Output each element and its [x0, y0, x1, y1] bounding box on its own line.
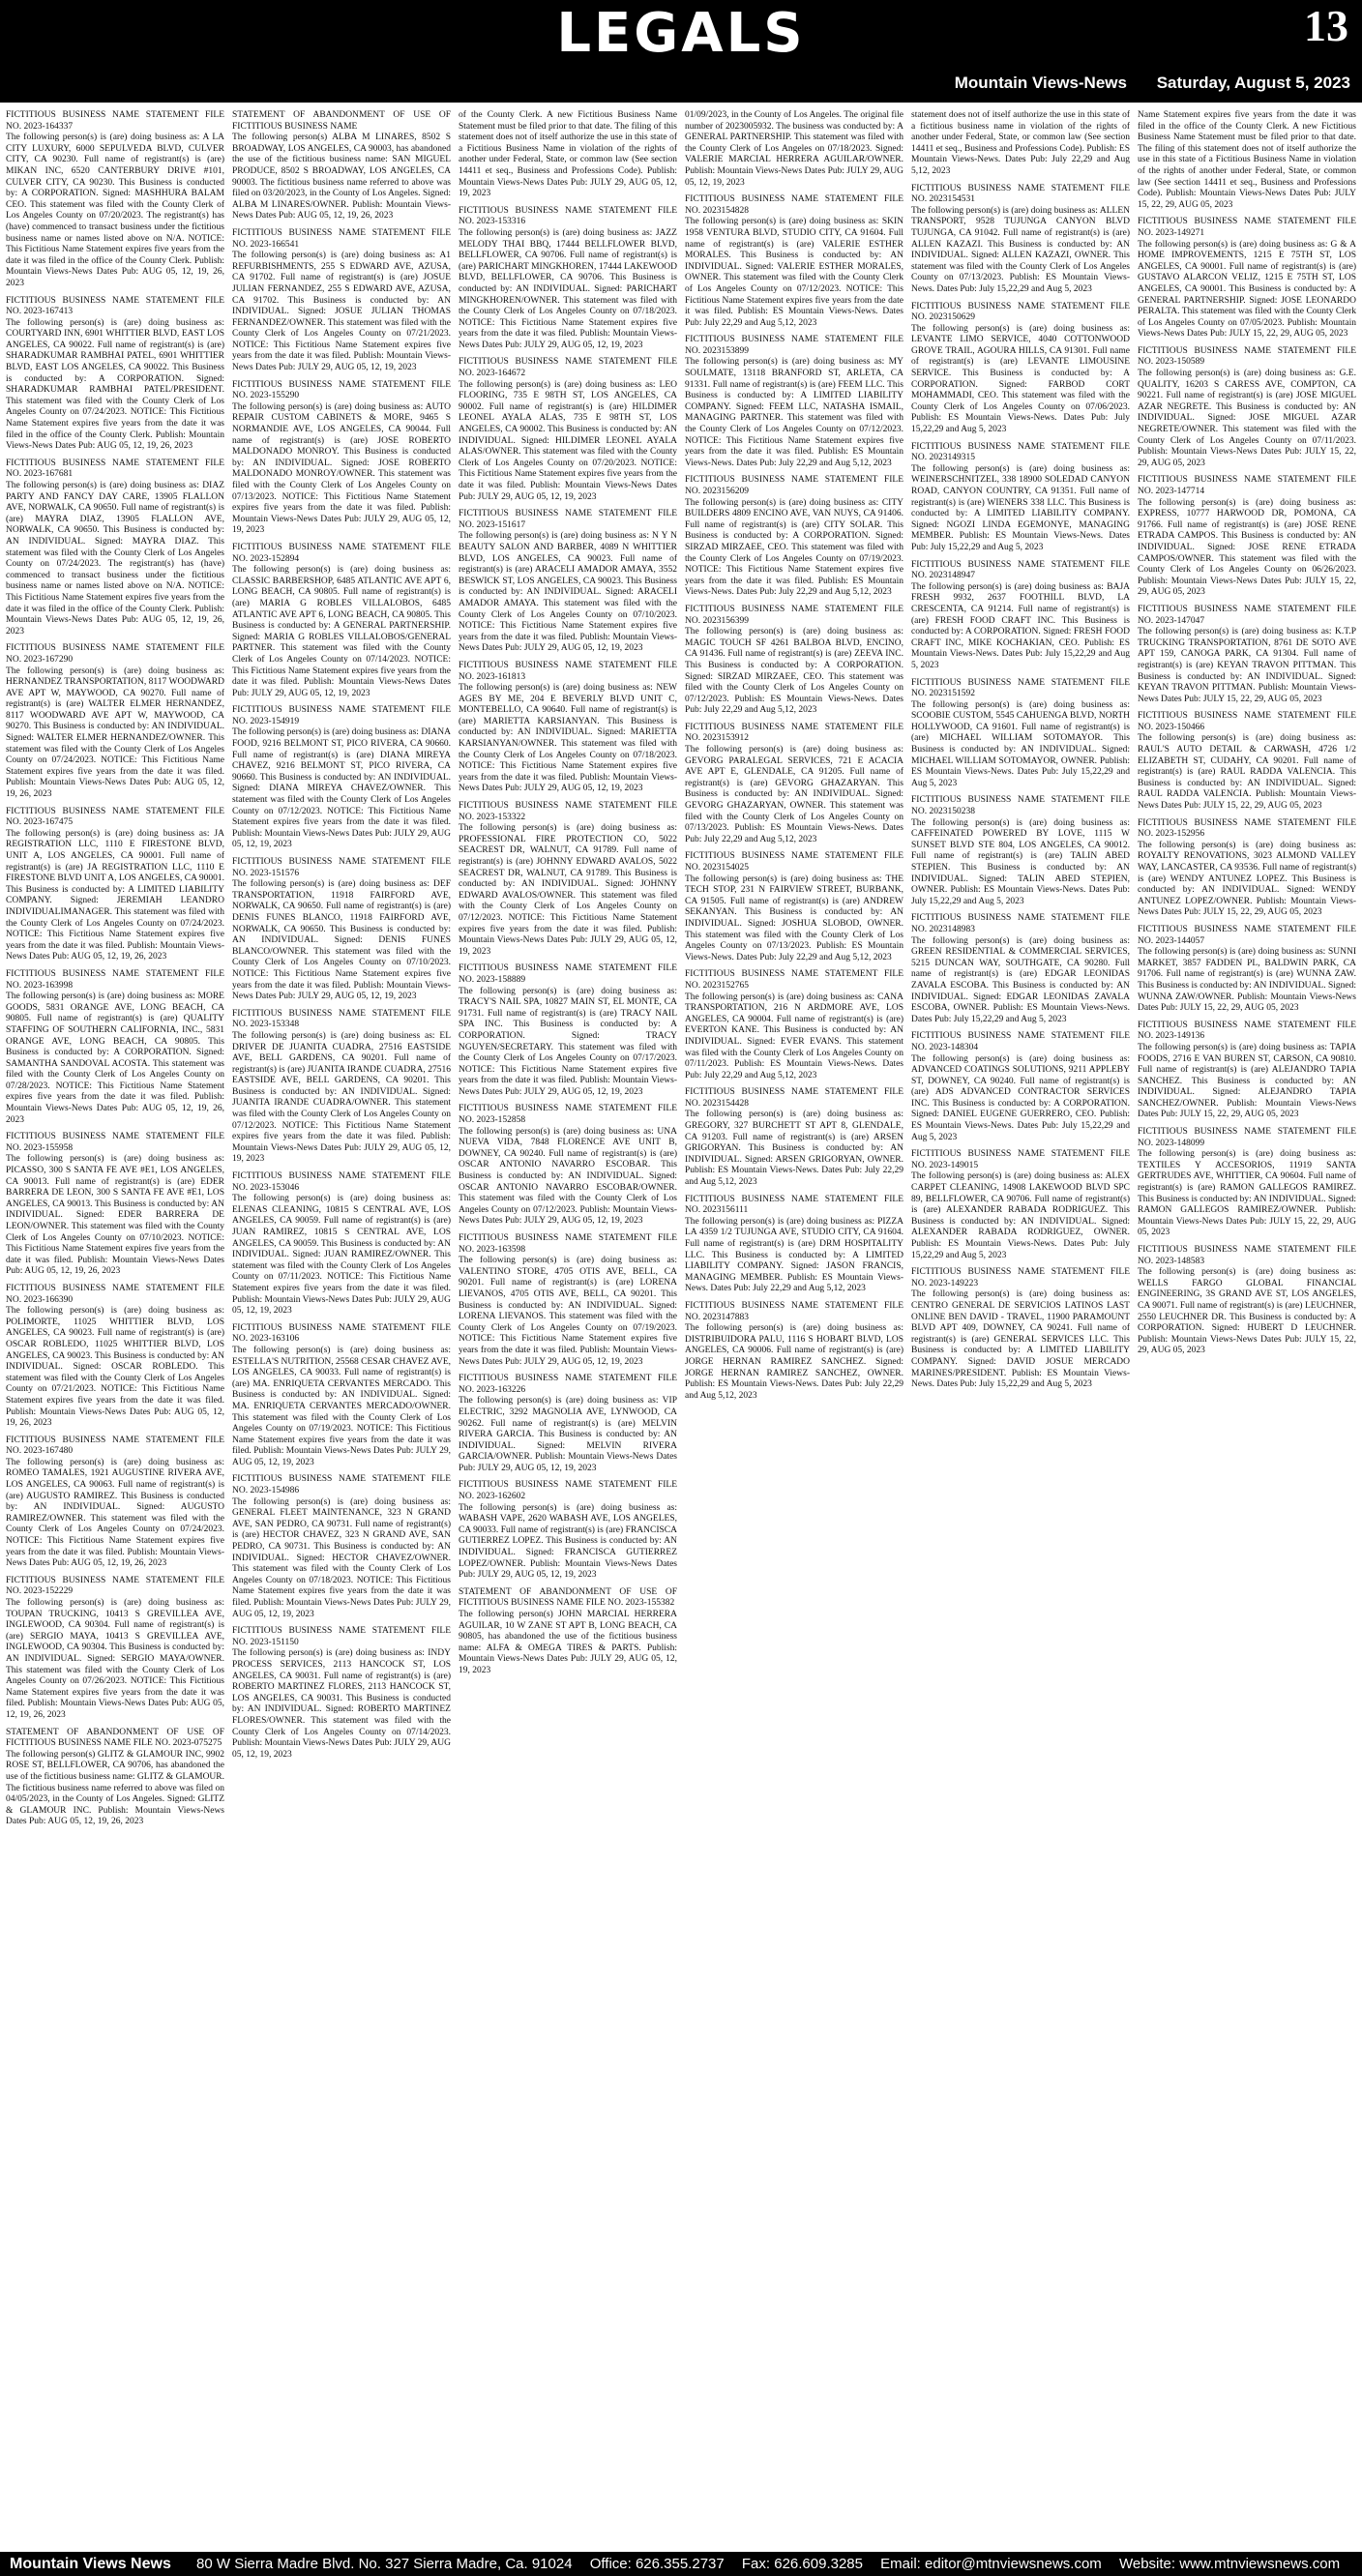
footer-email[interactable]: Email: editor@mtnviewsnews.com [880, 2556, 1102, 2572]
legal-notice [459, 661, 677, 795]
footer-publication: Mountain Views News [10, 2556, 171, 2572]
legal-notice [6, 1284, 224, 1430]
legal-notice [685, 475, 903, 599]
legal-notice [1138, 217, 1356, 341]
notice-body: statement does not of itself authorize the use in this state of a fictitious business name in violation of the rights of another under Federal, State, or common law (See section 14411 et seq., Business and Professions Code). Publish: ES Mountain Views-News. Dates Pub: July 22,29 and Aug 5,12, 2023 [911, 110, 1130, 176]
notice-heading: FICTITIOUS BUSINESS NAME STATEMENT FILE NO. 2023-161813 [459, 660, 677, 682]
legal-notice [685, 1087, 903, 1188]
legal-notice [6, 1728, 224, 1828]
legal-notice [1138, 818, 1356, 919]
notice-heading: FICTITIOUS BUSINESS NAME STATEMENT FILE NO. 2023-162602 [459, 1480, 677, 1502]
notice-heading: FICTITIOUS BUSINESS NAME STATEMENT FILE NO. 2023-153348 [232, 1008, 451, 1030]
notice-heading: FICTITIOUS BUSINESS NAME STATEMENT FILE NO. 2023-149136 [1138, 1020, 1356, 1042]
legal-notice [1138, 711, 1356, 812]
notice-body: The following person(s) JOHN MARCIAL HERRERA AGUILAR, 10 W ZANE ST APT B, LONG BEACH, CA 90805, has abandoned the use of the fictitious business name: ALFA & OMEGA TIRES & PARTS. Publish: Mountain Views-News Dates Pub: JULY 29, AUG 05, 12, 19, 2023 [459, 1610, 677, 1675]
notice-heading: FICTITIOUS BUSINESS NAME STATEMENT FILE NO. 2023-152229 [6, 1575, 224, 1597]
notice-body: The following person(s) is (are) doing business as: A LA CITY LUXURY, 6000 SEPULVEDA BLVD, CULVER CITY, CA 90230. Full name of registrant(s) is (are) MIKAN INC, 6520 CANTERBURY DRIVE #101, CULVER CITY, CA 90230. This Business is conducted by: A CORPORATION. Signed: MASHHURA BALAM CEO. This statement was filed with the County Clerk of Los Angeles County on 07/20/2023. The registrant(s) has (have) commenced to transact business under the fictitious business name or names listed above on N/A. NOTICE: This Fictitious Name Statement expires five years from the date it was filed in the office of the County Clerk. Publish: Mountain Views-News Dates Pub: AUG 05, 12, 19, 26, 2023 [6, 133, 224, 288]
legal-notice [685, 605, 903, 717]
legal-notice [459, 110, 677, 200]
legal-notice [6, 969, 224, 1126]
legal-notice [459, 1587, 677, 1677]
notice-body: The following person(s) is (are) doing business as: A1 REFURBISHMENTS, 255 S EDWARD AVE, AZUSA, CA 91702. Full name of registrant(s) is (are) JOSUE JULIAN FERNANDEZ, 255 S EDWARD AVE, AZUSA, CA 91702. This Business is conducted by: AN INDIVIDUAL. Signed: JOSUE JULIAN THOMAS FERNANDEZ/OWNER. This statement was filed with the County Clerk of Los Angeles County on 07/21/2023. NOTICE: This Fictitious Name Statement expires five years from the date it was filed. Publish: Mountain Views-News Dates Pub: JULY 29, AUG 05, 12, 19, 2023 [232, 251, 451, 373]
notice-heading: FICTITIOUS BUSINESS NAME STATEMENT FILE NO. 2023-163226 [459, 1374, 677, 1395]
notice-body: The following person(s) is (are) doing business as: SCOOBIE CUSTOM, 5545 CAHUENGA BLVD, NORTH HOLLYWOOD, CA 91601. Full name of registrant(s) is (are) MICHAEL WILLIAM SOTOMAYOR. This Business is conducted by: AN INDIVIDUAL. Signed: MICHAEL WILLIAM SOTOMAYOR, OWNER. Publish: ES Mountain Views-News. Dates Pub: July 15,22,29 and Aug 5, 2023 [911, 699, 1130, 788]
legal-notice [459, 1233, 677, 1368]
notice-body: The following person(s) is (are) doing business as: CAFFEINATED POWERED BY LOVE, 1115 W SUNSET BLVD STE 804, LOS ANGELES, CA 90012. Full name of registrant(s) is (are) TALIN ABED STEPIEN. This Business is conducted by: AN INDIVIDUAL. Signed: TALIN ABED STEPIEN, OWNER. Publish: ES Mountain Views-News. Dates Pub: July 15,22,29 and Aug 5, 2023 [911, 817, 1130, 906]
legal-notice [911, 795, 1130, 907]
legal-notice [232, 1009, 451, 1166]
notice-heading: FICTITIOUS BUSINESS NAME STATEMENT FILE NO. 2023-148099 [1138, 1127, 1356, 1148]
notice-heading: STATEMENT OF ABANDONMENT OF USE OF FICTITIOUS BUSINESS NAME FILE NO. 2023-155382 [459, 1586, 677, 1609]
notice-heading: FICTITIOUS BUSINESS NAME STATEMENT FILE NO. 2023-152894 [232, 542, 451, 564]
issue-date: Saturday, August 5, 2023 [1156, 74, 1350, 92]
legal-notice [232, 1474, 451, 1620]
page-number: 13 [1304, 1, 1348, 50]
notice-column [459, 110, 677, 2548]
legal-notice [459, 801, 677, 958]
notice-heading: STATEMENT OF ABANDONMENT OF USE OF FICTITIOUS BUSINESS NAME FILE NO. 2023-075275 [6, 1727, 224, 1749]
legal-notices-columns [6, 110, 1356, 2548]
legal-notice [911, 110, 1130, 178]
notice-heading: FICTITIOUS BUSINESS NAME STATEMENT FILE NO. 2023-164337 [6, 110, 224, 132]
notice-body: The following person(s) is (are) doing business as: EL DRIVER DE JUANITA CUADRA, 27516 EASTSIDE AVE, BELL GARDENS, CA 90201. Full name of registrant(s) is (are) JUANITA IRANDE CUADRA, 27516 EASTSIDE AVE, BELL GARDENS, CA 90201. This Business is conducted by: AN INDIVIDUAL. Signed: JUANITA IRANDE CUADRA/OWNER. This statement was filed with the County Clerk of Los Angeles County on 07/12/2023. NOTICE: This Fictitious Name Statement expires five years from the date it was filed. Publish: Mountain Views-News Dates Pub: JULY 29, AUG 05, 12, 19, 2023 [232, 1030, 451, 1165]
notice-body: The following person(s) is (are) doing business as: LEO FLOORING, 735 E 98TH ST, LOS ANGELES, CA 90002. Full name of registrant(s) is (are) HILDIMER LEONEL AYALA ALAS, 735 E 98TH ST, LOS ANGELES, CA 90002. This Business is conducted by: AN INDIVIDUAL. Signed: HILDIMER LEONEL AYALA ALAS/OWNER. This statement was filed with the County Clerk of Los Angeles County on 07/20/2023. NOTICE: This Fictitious Name Statement expires five years from the date it was filed. Publish: Mountain Views-News Dates Pub: JULY 29, AUG 05, 12, 19, 2023 [459, 379, 677, 502]
legal-notice [1138, 1245, 1356, 1357]
notice-body: The following person(s) is (are) doing business as: ALLEN TRANSPORT, 9528 TUJUNGA CANYON BLVD TUJUNGA, CA 91042. Full name of registrant(s) is (are) ALLEN KAZAZI. This Business is conducted by: AN INDIVIDUAL. Signed: ALLEN KAZAZI, OWNER. This statement was filed with the County Clerk of Los Angeles County on 07/13/2023. Publish: ES Mountain Views-News. Dates Pub: July 15,22,29 and Aug 5, 2023 [911, 205, 1130, 294]
notice-body: The following person(s) is (are) doing business as: CITY BUILDERS 4809 ENCINO AVE, VAN NUYS, CA 91406. Full name of registrant(s) is (are) CITY SOLAR. This Business is conducted by: A CORPORATION. Signed: SIRZAD MIRZAEE, CEO. This statement was filed with the County Clerk of Los Angeles County on 07/19/2023. NOTICE: This Fictitious Name Statement expires five years from the date it was filed. Publish: ES Mountain Views-News. Dates Pub: July 22,29 and Aug 5,12, 2023 [685, 497, 903, 598]
notice-heading: FICTITIOUS BUSINESS NAME STATEMENT FILE NO. 2023-149015 [911, 1149, 1130, 1170]
notice-body: The following person(s) is (are) doing business as: ROMEO TAMALES, 1921 AUGUSTINE RIVERA AVE, LOS ANGELES, CA 90063. Full name of registrant(s) is (are) AUGUSTO RAMIREZ. This Business is conducted by: AN INDIVIDUAL. Signed: AUGUSTO RAMIREZ/OWNER. This statement was filed with the County Clerk of Los Angeles County on 07/24/2023. NOTICE: This Fictitious Name Statement expires five years from the date it was filed. Publish: Mountain Views-News Dates Pub: AUG 05, 12, 19, 26, 2023 [6, 1457, 224, 1569]
notice-body: The following person(s) is (are) doing business as: TOUPAN TRUCKING, 10413 S GREVILLEA AVE, INGLEWOOD, CA 90304. Full name of registrant(s) is (are) SERGIO MAYA, 10413 S GREVILLEA AVE, INGLEWOOD, CA 90304. This Business is conducted by: AN INDIVIDUAL. Signed: SERGIO MAYA/OWNER. This statement was filed with the County Clerk of Los Angeles County on 07/26/2023. NOTICE: This Fictitious Name Statement expires five years from the date it was filed. Publish: Mountain Views-News Dates Pub: AUG 05, 12, 19, 26, 2023 [6, 1598, 224, 1720]
notice-heading: FICTITIOUS BUSINESS NAME STATEMENT FILE NO. 2023-167475 [6, 806, 224, 828]
notice-heading: FICTITIOUS BUSINESS NAME STATEMENT FILE NO. 2023-148304 [911, 1031, 1130, 1052]
notice-heading: FICTITIOUS BUSINESS NAME STATEMENT FILE NO. 2023149315 [911, 441, 1130, 463]
legal-notice [232, 228, 451, 374]
notice-heading: FICTITIOUS BUSINESS NAME STATEMENT FILE NO. 2023-167681 [6, 458, 224, 480]
legal-notice [685, 969, 903, 1081]
notice-body: The following person(s) is (are) doing business as: MAGIC TOUCH SF 4261 BALBOA BLVD, ENCINO, CA 91436. Full name of registrant(s) is (are) ZEEVA INC. This Business is conducted by: A CORPORATION. Signed: SIRZAD MIRZAEE, CEO. This statement was filed with the County Clerk of Los Angeles County on 07/12/2023. Publish: ES Mountain Views-News. Dates Pub: July 22,29 and Aug 5,12, 2023 [685, 627, 903, 716]
notice-body: The following person(s) is (are) doing business as: TRACY'S NAIL SPA, 10827 MAIN ST, EL MONTE, CA 91731. Full name of registrant(s) is (are) TRACY NAIL SPA INC. This Business is conducted by: A CORPORATION. Signed: TRACY NGUYEN/SECRETARY. This statement was filed with the County Clerk of Los Angeles County on 07/17/2023. NOTICE: This Fictitious Name Statement expires five years from the date it was filed. Publish: Mountain Views-News Dates Pub: JULY 29, AUG 05, 12, 19, 2023 [459, 986, 677, 1097]
notice-body: The following person(s) is (are) doing business as: POLIMORTE, 11025 WHITTIER BLVD, LOS ANGELES, CA 90023. Full name of registrant(s) is (are) OSCAR ROBLEDO, 11025 WHITTIER BLVD, LOS ANGELES, CA 90023. This Business is conducted by: AN INDIVIDUAL. Signed: OSCAR ROBLEDO. This statement was filed with the County Clerk of Los Angeles County on 07/21/2023. NOTICE: This Fictitious Name Statement expires five years from the date it was filed. Publish: Mountain Views-News Dates Pub: AUG 05, 12, 19, 26, 2023 [6, 1306, 224, 1429]
notice-body: The following person(s) is (are) doing business as: VIP ELECTRIC, 3292 MAGNOLIA AVE, LYNWOOD, CA 90262. Full name of registrant(s) is (are) MELVIN RIVERA GARCIA. This Business is conducted by: AN INDIVIDUAL. Signed: MELVIN RIVERA GARCIA/OWNER. Publish: Mountain Views-News Dates Pub: JULY 29, AUG 05, 12, 19, 2023 [459, 1396, 677, 1473]
notice-heading: FICTITIOUS BUSINESS NAME STATEMENT FILE NO. 2023153899 [685, 335, 903, 356]
notice-heading: FICTITIOUS BUSINESS NAME STATEMENT FILE NO. 2023-163598 [459, 1233, 677, 1255]
notice-heading: FICTITIOUS BUSINESS NAME STATEMENT FILE NO. 2023-166390 [6, 1283, 224, 1305]
notice-body: The following person(s) is (are) doing business as: VALENTINO STORE, 4705 OTIS AVE, BELL, CA 90201. Full name of registrant(s) is (are) LORENA LIEVANOS, 4705 OTIS AVE, BELL, CA 90201. This Business is conducted by: AN INDIVIDUAL. Signed: LORENA LIEVANOS. This statement was filed with the County Clerk of Los Angeles County on 07/19/2023. NOTICE: This Fictitious Name Statement expires five years from the date it was filed. Publish: Mountain Views-News Dates Pub: JULY 29, AUG 05, 12, 19, 2023 [459, 1256, 677, 1367]
notice-body: The following person(s) is (are) doing business as: MORE GOODS, 5831 ORANGE AVE, LONG BEACH, CA 90805. Full name of registrant(s) is (are) QUALITY STAFFING OF SOUTHERN CALIFORNIA, INC., 5831 ORANGE AVE, LONG BEACH, CA 90805. This Business is conducted by: A CORPORATION. Signed: SAMANTHA SANDOVAL ACOSTA. This statement was filed with the County Clerk of Los Angeles County on 07/28/2023. NOTICE: This Fictitious Name Statement expires five years from the date it was filed. Publish: Mountain Views-News Dates Pub: AUG 05, 12, 19, 26, 2023 [6, 992, 224, 1125]
legal-notice [911, 913, 1130, 1025]
legal-notice [6, 1436, 224, 1570]
notice-heading: FICTITIOUS BUSINESS NAME STATEMENT FILE NO. 2023154531 [911, 183, 1130, 205]
notice-heading: FICTITIOUS BUSINESS NAME STATEMENT FILE NO. 2023-151576 [232, 857, 451, 878]
notice-column [1138, 110, 1356, 2548]
legal-notice [685, 194, 903, 329]
legal-notice [1138, 1021, 1356, 1121]
notice-heading: STATEMENT OF ABANDONMENT OF USE OF FICTITIOUS BUSINESS NAME [232, 110, 451, 132]
legal-notice [6, 1132, 224, 1278]
legal-notice [459, 1104, 677, 1228]
notice-body: The following person(s) is (are) doing business as: DEF TRANSPORTATION, 11918 FAIRFORD AVE, NORWALK, CA 90650. Full name of registrant(s) is (are) DENIS FUNES BLANCO, 11918 FAIRFORD AVE, NORWALK, CA 90650. This Business is conducted by: AN INDIVIDUAL. Signed: DENIS FUNES BLANCO/OWNER. This statement was filed with the County Clerk of Los Angeles County on 07/10/2023. NOTICE: This Fictitious Name Statement expires five years from the date it was filed. Publish: Mountain Views-News Dates Pub: JULY 29, AUG 05, 12, 19, 2023 [232, 879, 451, 1002]
legal-notice [1138, 346, 1356, 470]
notice-body: The following person(s) is (are) doing business as: JA REGISTRATION LLC, 1110 E FIRESTONE BLVD, UNIT A, LOS ANGELES, CA 90001. Full name of registrant(s) is (are) JA REGISTRATION LLC, 1110 E FIRESTONE BLVD UNIT A, LOS ANGELES, CA 90001. This Business is conducted by: A LIMITED LIABILITY COMPANY. Signed: JEREMIAH LEANDRO INDIVIDUALIMANAGER. This statement was filed with the County Clerk of Los Angeles County on 07/24/2023. NOTICE: This Fictitious Name Statement expires five years from the date it was filed. Publish: Mountain Views-News Dates Pub: AUG 05, 12, 19, 26, 2023 [6, 828, 224, 962]
notice-heading: FICTITIOUS BUSINESS NAME STATEMENT FILE NO. 2023148947 [911, 559, 1130, 581]
notice-body: The following person(s) is (are) doing business as: G.E. QUALITY, 16203 S CARESS AVE, COMPTON, CA 90221. Full name of registrant(s) is (are) JOSE MIGUEL AZAR NEGRETE. This Business is conducted by: AN INDIVIDUAL. Signed: JOSE MIGUEL AZAR NEGRETE/OWNER. This statement was filed with the County Clerk of Los Angeles County on 07/11/2023. Publish: Mountain Views-News Dates Pub: JULY 15, 22, 29, AUG 05, 2023 [1138, 369, 1356, 468]
notice-body: The following person(s) is (are) doing business as: UNA NUEVA VIDA, 7848 FLORENCE AVE UNIT B, DOWNEY, CA 90240. Full name of registrant(s) is (are) OSCAR ANTONIO NAVARRO ESCOBAR. This Business is conducted by: AN INDIVIDUAL. Signed: OSCAR ANTONIO NAVARRO ESCOBAR/OWNER. This statement was filed with the County Clerk of Los Angeles County on 07/12/2023. Publish: Mountain Views-News Dates Pub: JULY 29, AUG 05, 12, 19, 2023 [459, 1126, 677, 1227]
notice-body: The following person(s) is (are) doing business as: GEVORG PARALEGAL SERVICES, 721 E ACACIA AVE APT E, GLENDALE, CA 91205. Full name of registrant(s) is (are) GEVORG GHAZARYAN. This Business is conducted by: AN INDIVIDUAL. Signed: GEVORG GHAZARYAN, OWNER. This statement was filed with the County Clerk of Los Angeles County on 07/13/2023. Publish: ES Mountain Views-News. Dates Pub: July 22,29 and Aug 5,12, 2023 [685, 745, 903, 844]
notice-body: The following person(s) is (are) doing business as: WELLS FARGO GLOBAL FINANCIAL ENGINEERING, 3S GRAND AVE ST, LOS ANGELES, CA 90071. Full name of registrant(s) is (are) LEUCHNER, 2550 LEUCHNER DR. This Business is conducted by: A CORPORATION. Signed: HUBERT D LEUCHNER. Publish: Mountain Views-News Dates Pub: JULY 15, 22, 29, AUG 05, 2023 [1138, 1267, 1356, 1356]
notice-heading: FICTITIOUS BUSINESS NAME STATEMENT FILE NO. 2023148983 [911, 913, 1130, 934]
notice-heading: FICTITIOUS BUSINESS NAME STATEMENT FILE NO. 2023156111 [685, 1194, 903, 1216]
notice-heading: FICTITIOUS BUSINESS NAME STATEMENT FILE NO. 2023-155290 [232, 379, 451, 401]
notice-heading: FICTITIOUS BUSINESS NAME STATEMENT FILE NO. 2023151592 [911, 677, 1130, 699]
notice-body: The following person(s) is (are) doing business as: DIAZ PARTY AND FANCY DAY CARE, 13905 FLALLON AVE, NORWALK, CA 90650. Full name of registrant(s) is (are) MAYRA DIAZ, 13905 FLALLON AVE, NORWALK, CA 90650. This Business is conducted by: AN INDIVIDUAL. Signed: MAYRA DIAZ. This statement was filed with the County Clerk of Los Angeles County on 07/24/2023. The registrant(s) has (have) commenced to transact business under the fictitious business name or names listed above on N/A. NOTICE: This Fictitious Name Statement expires five years from the date it was filed in the office of the County Clerk. Publish: Mountain Views-News Dates Pub: AUG 05, 12, 19, 26, 2023 [6, 481, 224, 637]
notice-heading: FICTITIOUS BUSINESS NAME STATEMENT FILE NO. 2023-144057 [1138, 924, 1356, 946]
notice-column [6, 110, 224, 2548]
legal-notice [911, 302, 1130, 436]
legal-notice [911, 1031, 1130, 1143]
notice-heading: FICTITIOUS BUSINESS NAME STATEMENT FILE NO. 2023-153046 [232, 1171, 451, 1193]
notice-body: 01/09/2023, in the County of Los Angeles. The original file number of 2023005932. The business was conducted by: A GENERAL PARTNERSHIP. This statement was filed with the County Clerk of Los Angeles on 07/18/2023. Signed: VALERIE MARCIAL HERRERA AGUILAR/OWNER. Publish: Mountain Views-News Dates Pub: JULY 29, AUG 05, 12, 19, 2023 [685, 110, 903, 188]
masthead-line [930, 74, 1350, 93]
legal-notice [459, 1480, 677, 1581]
notice-body: The following person(s) GLITZ & GLAMOUR INC, 9902 ROSE ST, BELLFLOWER, CA 90706, has abandoned the use of the fictitious business name: GLITZ & GLAMOUR. The fictitious business name referred to above was filed on 04/05/2023, in the County of Los Angeles. Signed: GLITZ & GLAMOUR INC. Publish: Mountain Views-News Dates Pub: AUG 05, 12, 19, 26, 2023 [6, 1749, 224, 1827]
section-title: LEGALS [556, 2, 806, 65]
notice-body: The following person(s) is (are) doing business as: CENTRO GENERAL DE SERVICIOS LATINOS LAST ONLINE BEN DAVID - TRAVEL, 11900 PARAMOUNT BLVD APT 409, DOWNEY, CA 90241. Full name of registrant(s) is (are) GENERAL SERVICES LLC. This Business is conducted by: A LIMITED LIABILITY COMPANY. Signed: DAVID JOSUE MERCADO MARINES/PRESIDENT. Publish: ES Mountain Views-News. Dates Pub: July 15,22,29 and Aug 5, 2023 [911, 1289, 1130, 1390]
notice-body: The following person(s) is (are) doing business as: SUNNI MARKET, 3857 FADDEN PL, BALDWIN PARK, CA 91706. Full name of registrant(s) is (are) WUNNA ZAW. This Business is conducted by: AN INDIVIDUAL. Signed: WUNNA ZAW/OWNER. Publish: Mountain Views-News Dates Pub: JULY 15, 22, 29, AUG 05, 2023 [1138, 947, 1356, 1014]
notice-heading: FICTITIOUS BUSINESS NAME STATEMENT FILE NO. 2023-163106 [232, 1322, 451, 1345]
notice-heading: FICTITIOUS BUSINESS NAME STATEMENT FILE NO. 2023153912 [685, 722, 903, 744]
notice-column [232, 110, 451, 2548]
notice-heading: FICTITIOUS BUSINESS NAME STATEMENT FILE NO. 2023156209 [685, 475, 903, 496]
notice-body: of the County Clerk. A new Fictitious Business Name Statement must be filed prior to that date. The filing of this statement does not of itself authorize the use in this state of a Fictitious Business Name in violation of the rights of another under Federal, State, or common law (See section 14411 et seq., Business and Professions Code). Publish: Mountain Views-News Dates Pub: JULY 29, AUG 05, 12, 19, 2023 [459, 110, 677, 199]
notice-body: The following person(s) is (are) doing business as: ESTELLA'S NUTRITION, 25568 CESAR CHAVEZ AVE, LOS ANGELES, CA 90033. Full name of registrant(s) is (are) MA. ENRIQUETA CERVANTES MERCADO. This Business is conducted by: AN INDIVIDUAL. Signed: MA. ENRIQUETA CERVANTES MERCADO/OWNER. This statement was filed with the County Clerk of Los Angeles County on 07/19/2023. NOTICE: This Fictitious Name Statement expires five years from the date it was filed. Publish: Mountain Views-News Dates Pub: JULY 29, AUG 05, 12, 19, 2023 [232, 1345, 451, 1467]
legal-notice [1138, 475, 1356, 599]
notice-body: The following person(s) is (are) doing business as: ROYALTY RENOVATIONS, 3023 ALMOND VALLEY WAY, LANCASTER, CA 93536. Full name of registrant(s) is (are) WENDY ANTUNEZ LOPEZ. This Business is conducted by: AN INDIVIDUAL. Signed: WENDY ANTUNEZ LOPEZ/OWNER. Publish: Mountain Views-News Dates Pub: JULY 15, 22, 29, AUG 05, 2023 [1138, 840, 1356, 918]
notice-body: The following person(s) is (are) doing business as: PROFESSIONAL FIRE PROTECTION CO, 5022 SEACREST DR, WALNUT, CA 91789. Full name of registrant(s) is (are) JOHNNY EDWARD AVALOS, 5022 SEACREST DR, WALNUT, CA 91789. This Business is conducted by: AN INDIVIDUAL. Signed: JOHNNY EDWARD AVALOS/OWNER. This statement was filed with the County Clerk of Los Angeles County on 07/12/2023. NOTICE: This Fictitious Name Statement expires five years from the date it was filed. Publish: Mountain Views-News Dates Pub: JULY 29, AUG 05, 12, 19, 2023 [459, 823, 677, 957]
legal-notice [911, 678, 1130, 790]
notice-heading: FICTITIOUS BUSINESS NAME STATEMENT FILE NO. 2023-150589 [1138, 345, 1356, 368]
notice-body: The following person(s) is (are) doing business as: EXPRESS, 10777 HARWOOD DR, POMONA, CA 91766. Full name of registrant(s) is (are) JOSE RENE ETRADA CAMPOS. This Business is conducted by: AN INDIVIDUAL. Signed: JOSE RENE ETRADA CAMPOS/OWNER. This statement was filed with the County Clerk of Los Angeles County on 06/26/2023. Publish: Mountain Views-News Dates Pub: JULY 15, 22, 29, AUG 05, 2023 [1138, 497, 1356, 598]
notice-heading: FICTITIOUS BUSINESS NAME STATEMENT FILE NO. 2023154428 [685, 1087, 903, 1109]
notice-body: The following person(s) is (are) doing business as: ADVANCED COATINGS SOLUTIONS, 9211 APPLEBY ST, DOWNEY, CA 90240. Full name of registrant(s) is (are) ADS ADVANCED CONTRACTOR SERVICES INC. This Business is conducted by: A CORPORATION. Signed: DANIEL EUGENE GUERRERO, CEO. Publish: ES Mountain Views-News. Dates Pub: July 15,22,29 and Aug 5, 2023 [911, 1053, 1130, 1142]
notice-body: The following person(s) is (are) doing business as: PIZZA LA 4359 1/2 TUJUNGA AVE, STUDIO CITY, CA 91604. Full name of registrant(s) is (are) DRM HOSPITALITY LLC. This Business is conducted by: A LIMITED LIABILITY COMPANY. Signed: JASON FRANCIS, MANAGING MEMBER. Publish: ES Mountain Views-News. Dates Pub: July 22,29 and Aug 5,12, 2023 [685, 1216, 903, 1294]
notice-body: The following person(s) is (are) doing business as: JAZZ MELODY THAI BBQ, 17444 BELLFLOWER BLVD, BELLFLOWER, CA 90706. Full name of registrant(s) is (are) PARICHART MINGKHOREN, 17444 LAKEWOOD BLVD, BELLFLOWER, CA 90706. This Business is conducted by: AN INDIVIDUAL. Signed: PARICHART MINGKHOREN/OWNER. This statement was filed with the County Clerk of Los Angeles County on 07/18/2023. NOTICE: This Fictitious Name Statement expires five years from the date it was filed. Publish: Mountain Views-News Dates Pub: JULY 29, AUG 05, 12, 19, 2023 [459, 227, 677, 350]
legal-notice [685, 851, 903, 963]
notice-body: The following person(s) is (are) doing business as: TAPIA FOODS, 2716 E VAN BUREN ST, CARSON, CA 90810. Full name of registrant(s) is (are) ALEJANDRO TAPIA SANCHEZ. This Business is conducted by: AN INDIVIDUAL. Signed: ALEJANDRO TAPIA SANCHEZ/OWNER. Publish: Mountain Views-News Dates Pub: JULY 15, 22, 29, AUG 05, 2023 [1138, 1042, 1356, 1120]
page-header [0, 0, 1362, 103]
notice-body: The following person(s) is (are) doing business as: NEW AGES BY ME, 204 E BEVERLY BLVD UNIT C, MONTEBELLO, CA 90640. Full name of registrant(s) is (are) MARIETTA KARSIANYAN. This Business is conducted by: AN INDIVIDUAL. Signed: MARIETTA KARSIANYAN/OWNER. This statement was filed with the County Clerk of Los Angeles County on 07/18/2023. NOTICE: This Fictitious Name Statement expires five years from the date it was filed. Publish: Mountain Views-News Dates Pub: JULY 29, AUG 05, 12, 19, 2023 [459, 683, 677, 794]
legal-notice [685, 110, 903, 189]
notice-body: The following person(s) is (are) doing business as: SKIN 1958 VENTURA BLVD, STUDIO CITY, CA 91604. Full name of registrant(s) is (are) VALERIE ESTHER MORALES. This Business is conducted by: AN INDIVIDUAL. Signed: VALERIE ESTHER MORALES, OWNER. This statement was filed with the County Clerk of Los Angeles County on 07/12/2023. NOTICE: This Fictitious Name Statement expires five years from the date it was filed. Publish: ES Mountain Views-News. Dates Pub: July 22,29 and Aug 5,12, 2023 [685, 217, 903, 328]
notice-body: The following person(s) is (are) doing business as: N Y N BEAUTY SALON AND BARBER, 4089 N WHITTIER BLVD, LOS ANGELES, CA 90023. Full name of registrant(s) is (are) ARACELI AMADOR AMAYA, 3552 BESWICK ST, LOS ANGELES, CA 90023. This Business is conducted by: AN INDIVIDUAL. Signed: ARACELI AMADOR AMAYA. This statement was filed with the County Clerk of Los Angeles County on 07/10/2023. NOTICE: This Fictitious Name Statement expires five years from the date it was filed. Publish: Mountain Views-News Dates Pub: JULY 29, AUG 05, 12, 19, 2023 [459, 531, 677, 654]
legal-notice [232, 1323, 451, 1469]
notice-heading: FICTITIOUS BUSINESS NAME STATEMENT FILE NO. 2023-148583 [1138, 1245, 1356, 1266]
notice-body: The following person(s) is (are) doing business as: BAJA FRESH 9932, 2637 FOOTHILL BLVD, LA CRESCENTA, CA 91214. Full name of registrant(s) is (are) FRESH FOOD CRAFT INC. This Business is conducted by: A CORPORATION. Signed: FRESH FOOD CRAFT INC, MIKE KOCHAKIAN, CEO. Publish: ES Mountain Views-News. Dates Pub: July 15,22,29 and Aug 5, 2023 [911, 581, 1130, 670]
notice-heading: FICTITIOUS BUSINESS NAME STATEMENT FILE NO. 2023150629 [911, 301, 1130, 323]
notice-body: The following person(s) is (are) doing business as: PICASSO, 300 S SANTA FE AVE #E1, LOS ANGELES, CA 90013. Full name of registrant(s) is (are) EDER BARRERA DE LEON, 300 S SANTA FE AVE #E1, LOS ANGELES, CA 90013. This Business is conducted by: AN INDIVIDUAL. Signed: EDER BARRERA DE LEON/OWNER. This statement was filed with the County Clerk of Los Angeles County on 07/10/2023. NOTICE: This Fictitious Name Statement expires five years from the date it was filed. Publish: Mountain Views-News Dates Pub: AUG 05, 12, 19, 26, 2023 [6, 1154, 224, 1277]
notice-heading: FICTITIOUS BUSINESS NAME STATEMENT FILE NO. 2023147883 [685, 1300, 903, 1322]
notice-heading: FICTITIOUS BUSINESS NAME STATEMENT FILE NO. 2023-149223 [911, 1267, 1130, 1288]
notice-heading: FICTITIOUS BUSINESS NAME STATEMENT FILE NO. 2023-152858 [459, 1104, 677, 1126]
notice-body: The following person(s) is (are) doing business as: WEINERSCHNITZEL, 338 18900 SOLEDAD CANYON ROAD, CANYON COUNTRY, CA 91351. Full name of registrant(s) is (are) WIENERS 338 LLC. This Business is conducted by: A LIMITED LIABILITY COMPANY. Signed: NGOZI LINDA EGEMONYE, MANAGING MEMBER. Publish: ES Mountain Views-News. Dates Pub: July 15,22,29 and Aug 5, 2023 [911, 463, 1130, 552]
legal-notice [911, 1149, 1130, 1261]
notice-heading: FICTITIOUS BUSINESS NAME STATEMENT FILE NO. 2023-152956 [1138, 817, 1356, 840]
notice-heading: FICTITIOUS BUSINESS NAME STATEMENT FILE NO. 2023-147714 [1138, 475, 1356, 496]
legal-notice [232, 380, 451, 537]
notice-body: The following person(s) is (are) doing business as: GENERAL FLEET MAINTENANCE, 323 N GRAND AVE, SAN PEDRO, CA 90731. Full name of registrant(s) is (are) HECTOR CHAVEZ, 323 N GRAND AVE, SAN PEDRO, CA 90731. This Business is conducted by: AN INDIVIDUAL. Signed: HECTOR CHAVEZ/OWNER. This statement was filed with the County Clerk of Los Angeles County on 07/18/2023. NOTICE: This Fictitious Name Statement expires five years from the date it was filed. Publish: Mountain Views-News Dates Pub: JULY 29, AUG 05, 12, 19, 2023 [232, 1496, 451, 1619]
footer-fax: Fax: 626.609.3285 [741, 2556, 863, 2572]
notice-body: The following person(s) is (are) doing business as: GREGORY, 327 BURCHETT ST APT 8, GLENDALE, CA 91203. Full name of registrant(s) is (are) ARSEN GRIGORYAN. This Business is conducted by: AN INDIVIDUAL. Signed: ARSEN GRIGORYAN, OWNER. Publish: ES Mountain Views-News. Dates Pub: July 22,29 and Aug 5,12, 2023 [685, 1110, 903, 1188]
legal-notice [232, 543, 451, 699]
notice-body: The following person(s) is (are) doing business as: CANA TRANSPORTATION, 216 N ARDMORE AVE, LOS ANGELES, CA 90004. Full name of registrant(s) is (are) EVERTON KANE. This Business is conducted by: AN INDIVIDUAL. Signed: EVER EVANS. This statement was filed with the County Clerk of Los Angeles County on 07/11/2023. Publish: ES Mountain Views-News. Dates Pub: July 22,29 and Aug 5,12, 2023 [685, 992, 903, 1081]
legal-notice [6, 110, 224, 290]
page-footer [0, 2552, 1362, 2576]
legal-notice [685, 723, 903, 846]
legal-notice [232, 857, 451, 1003]
notice-heading: FICTITIOUS BUSINESS NAME STATEMENT FILE NO. 2023156399 [685, 604, 903, 626]
legal-notice [1138, 1127, 1356, 1239]
notice-heading: FICTITIOUS BUSINESS NAME STATEMENT FILE NO. 2023-153316 [459, 205, 677, 227]
legal-notice [6, 807, 224, 963]
legal-notice [685, 335, 903, 469]
notice-heading: FICTITIOUS BUSINESS NAME STATEMENT FILE NO. 2023-167413 [6, 295, 224, 317]
notice-heading: FICTITIOUS BUSINESS NAME STATEMENT FILE NO. 2023-158889 [459, 963, 677, 985]
legal-notice [232, 1171, 451, 1318]
footer-address: 80 W Sierra Madre Blvd. No. 327 Sierra Madre, Ca. 91024 [196, 2556, 573, 2572]
notice-heading: FICTITIOUS BUSINESS NAME STATEMENT FILE NO. 2023-151617 [459, 509, 677, 530]
notice-body: The following person(s) is (are) doing business as: COURTYARD INN, 6901 WHITTIER BLVD, EAST LOS ANGELES, CA 90022. Full name of registrant(s) is (are) SHARADKUMAR RAMBHAI PATEL, 6901 WHITTIER BLVD, EAST LOS ANGELES, CA 90022. This Business is conducted by: A CORPORATION. Signed: SHARADKUMAR RAMBHAI PATEL/PRESIDENT. This statement was filed with the County Clerk of Los Angeles County on 07/24/2023. NOTICE: This Fictitious Name Statement expires five years from the date it was filed in the office of the County Clerk. Publish: Mountain Views-News Dates Pub: AUG 05, 12, 19, 26, 2023 [6, 317, 224, 452]
notice-body: The following person(s) is (are) doing business as: DIANA FOOD, 9216 BELMONT ST, PICO RIVERA, CA 90660. Full name of registrant(s) is (are) DIANA MIREYA CHAVEZ, 9216 BELMONT ST, PICO RIVERA, CA 90660. This Business is conducted by: AN INDIVIDUAL. Signed: DIANA MIREYA CHAVEZ/OWNER. This statement was filed with the County Clerk of Los Angeles County on 07/12/2023. NOTICE: This Fictitious Name Statement expires five years from the date it was filed. Publish: Mountain Views-News Dates Pub: JULY 29, AUG 05, 12, 19, 2023 [232, 727, 451, 850]
notice-heading: FICTITIOUS BUSINESS NAME STATEMENT FILE NO. 2023-163998 [6, 968, 224, 991]
legal-notice [459, 1374, 677, 1474]
notice-body: The following person(s) is (are) doing business as: ALEX CARPET CLEANING, 14908 LAKEWOOD BLVD SPC 89, BELLFLOWER, CA 90706. Full name of registrant(s) is (are) ALEXANDER RABADA RODRIGUEZ. This Business is conducted by: AN INDIVIDUAL. Signed: ALEXANDER RABADA RODRIGUEZ, OWNER. Publish: ES Mountain Views-News. Dates Pub: July 15,22,29 and Aug 5, 2023 [911, 1171, 1130, 1260]
legal-notice [1138, 605, 1356, 705]
notice-heading: FICTITIOUS BUSINESS NAME STATEMENT FILE NO. 2023-164672 [459, 357, 677, 379]
notice-body: The following person(s) is (are) doing business as: K.T.P TRUCKING TRANSPORTATION, 8761 DE SOTO AVE APT 159, CANOGA PARK, CA 91304. Full name of registrant(s) is (are) KEYAN TRAVON PITTMAN. This Business is conducted by: AN INDIVIDUAL. Signed: KEYAN TRAVON PITTMAN. Publish: Mountain Views-News Dates Pub: JULY 15, 22, 29, AUG 05, 2023 [1138, 627, 1356, 704]
publication-name: Mountain Views-News [954, 74, 1127, 92]
notice-heading: FICTITIOUS BUSINESS NAME STATEMENT FILE NO. 2023154828 [685, 194, 903, 216]
legal-notice [911, 560, 1130, 672]
notice-body: The following person(s) is (are) doing business as: MY SOULMATE, 13118 BRANFORD ST, ARLETA, CA 91331. Full name of registrant(s) is (are) FEEM LLC. This Business is conducted by: A LIMITED LIABILITY COMPANY. Signed: FEEM LLC, NATASHA ISMAIL, MANAGING PARTNER. This statement was filed with the County Clerk of Los Angeles County on 07/12/2023. NOTICE: This Fictitious Name Statement expires five years from the date it was filed. Publish: ES Mountain Views-News. Dates Pub: July 22,29 and Aug 5,12, 2023 [685, 357, 903, 468]
notice-heading: FICTITIOUS BUSINESS NAME STATEMENT FILE NO. 2023-167480 [6, 1435, 224, 1457]
legal-notice [6, 1576, 224, 1722]
legal-notice [911, 184, 1130, 296]
notice-body: The following person(s) is (are) doing business as: ELENAS CLEANING, 10815 S CENTRAL AVE, LOS ANGELES, CA 90059. Full name of registrant(s) is (are) JUAN RAMIREZ, 10815 S CENTRAL AVE, LOS ANGELES, CA 90059. This Business is conducted by: AN INDIVIDUAL. Signed: JUAN RAMIREZ/OWNER. This statement was filed with the County Clerk of Los Angeles County on 07/11/2023. NOTICE: This Fictitious Name Statement expires five years from the date it was filed. Publish: Mountain Views-News Dates Pub: JULY 29, AUG 05, 12, 19, 2023 [232, 1194, 451, 1317]
legal-notice [1138, 110, 1356, 211]
notice-body: The following person(s) is (are) doing business as: AUTO REPAIR CUSTOM CABINETS & MORE, 9465 S NORMANDIE AVE, LOS ANGELES, CA 90044. Full name of registrant(s) is (are) JOSE ROBERTO MALDONADO MONROY. This Business is conducted by: AN INDIVIDUAL. Signed: JOSE ROBERTO MALDONADO MONROY/OWNER. This statement was filed with the County Clerk of Los Angeles County on 07/13/2023. NOTICE: This Fictitious Name Statement expires five years from the date it was filed. Publish: Mountain Views-News Dates Pub: JULY 29, AUG 05, 12, 19, 2023 [232, 401, 451, 536]
legal-notice [6, 643, 224, 800]
notice-heading: FICTITIOUS BUSINESS NAME STATEMENT FILE NO. 2023-150466 [1138, 711, 1356, 732]
notice-heading: FICTITIOUS BUSINESS NAME STATEMENT FILE NO. 2023150238 [911, 795, 1130, 817]
notice-body: The following person(s) ALBA M LINARES, 8502 S BROADWAY, LOS ANGELES, CA 90003, has abandoned the use of the fictitious business name: SAN MIGUEL PRODUCE, 8502 S BROADWAY, LOS ANGELES, CA 90003. The fictitious business name referred to above was filed on 03/20/2023, in the County of Los Angeles. Signed: ALBA M LINARES/OWNER. Publish: Mountain Views-News Dates Pub: AUG 05, 12, 19, 26, 2023 [232, 133, 451, 222]
notice-body: The following person(s) is (are) doing business as: HERNANDEZ TRANSPORTATION, 8117 WOODWARD AVE APT W, MAYWOOD, CA 90270. Full name of registrant(s) is (are) WALTER ELMER HERNANDEZ, 8117 WOODWARD AVE APT W, MAYWOOD, CA 90270. This Business is conducted by: AN INDIVIDUAL. Signed: WALTER ELMER HERNANDEZ/OWNER. This statement was filed with the County Clerk of Los Angeles County on 07/24/2023. NOTICE: This Fictitious Name Statement expires five years from the date it was filed. Publish: Mountain Views-News Dates Pub: AUG 05, 12, 19, 26, 2023 [6, 666, 224, 800]
legal-notice [1138, 925, 1356, 1015]
notice-heading: FICTITIOUS BUSINESS NAME STATEMENT FILE NO. 2023-153322 [459, 801, 677, 822]
legal-notice [459, 963, 677, 1098]
notice-body: The following person(s) is (are) doing business as: LEVANTE LIMO SERVICE, 4040 COTTONWOOD GROVE TRAIL, AGOURA HILLS, CA 91301. Full name of registrant(s) is (are) LEVANTE LIMOUSINE SERVICE. This Business is conducted by: A CORPORATION. Signed: FARBOD CORT MOHAMMADI, CEO. This statement was filed with the County Clerk of Los Angeles County on 07/06/2023. Publish: ES Mountain Views-News. Dates Pub: July 15,22,29 and Aug 5, 2023 [911, 323, 1130, 435]
legal-notice [685, 1301, 903, 1402]
notice-heading: FICTITIOUS BUSINESS NAME STATEMENT FILE NO. 2023-147047 [1138, 604, 1356, 626]
notice-heading: FICTITIOUS BUSINESS NAME STATEMENT FILE NO. 2023-154919 [232, 705, 451, 726]
legal-notice [232, 705, 451, 851]
notice-heading: FICTITIOUS BUSINESS NAME STATEMENT FILE NO. 2023-155958 [6, 1132, 224, 1153]
notice-heading: FICTITIOUS BUSINESS NAME STATEMENT FILE NO. 2023-166541 [232, 227, 451, 250]
notice-body: The following person(s) is (are) doing business as: TEXTILES Y ACCESORIOS, 11919 SANTA GERTRUDES AVE, WHITTIER, CA 90604. Full name of registrant(s) is (are) RAMON GALLEGOS RAMIREZ. This Business is conducted by: AN INDIVIDUAL. Signed: RAMON GALLEGOS RAMIREZ/OWNER. Publish: Mountain Views-News Dates Pub: JULY 15, 22, 29, AUG 05, 2023 [1138, 1149, 1356, 1238]
legal-notice [232, 1626, 451, 1761]
notice-heading: FICTITIOUS BUSINESS NAME STATEMENT FILE NO. 2023-167290 [6, 643, 224, 665]
legal-notice [6, 459, 224, 638]
legal-notice [685, 1195, 903, 1295]
legal-notice [459, 206, 677, 352]
footer-website[interactable]: Website: www.mtnviewsnews.com [1118, 2556, 1341, 2572]
legal-notice [911, 442, 1130, 554]
notice-heading: FICTITIOUS BUSINESS NAME STATEMENT FILE NO. 2023-149271 [1138, 217, 1356, 238]
footer-office-phone: Office: 626.355.2737 [589, 2556, 725, 2572]
notice-body: The following person(s) is (are) doing business as: THE TECH STOP, 231 N FAIRVIEW STREET, BURBANK, CA 91505. Full name of registrant(s) is (are) ANDREW SEKANYAN. This Business is conducted by: AN INDIVIDUAL. Signed: JOSHUA SLOBOD, OWNER. This statement was filed with the County Clerk of Los Angeles County on 07/13/2023. Publish: ES Mountain Views-News. Dates Pub: July 22,29 and Aug 5,12, 2023 [685, 873, 903, 962]
notice-body: The following person(s) is (are) doing business as: G & A HOME IMPROVEMENTS, 1215 E 75TH ST, LOS ANGELES, CA 90001. Full name of registrant(s) is (are) GUSTAVO ALARCON VELIZ, 1215 E 75TH ST, LOS ANGELES, CA 90001. This Business is conducted by: A GENERAL PARTNERSHIP. Signed: JOSE LEONARDO PERALTA. This statement was filed with the County Clerk of Los Angeles County on 07/05/2023. Publish: Mountain Views-News Dates Pub: JULY 15, 22, 29, AUG 05, 2023 [1138, 239, 1356, 340]
notice-body: The following person(s) is (are) doing business as: INDY PROCESS SERVICES, 2113 HANCOCK ST, LOS ANGELES, CA 90031. Full name of registrant(s) is (are) ROBERTO MARTINEZ FLORES, 2113 HANCOCK ST, LOS ANGELES, CA 90031. This Business is conducted by: AN INDIVIDUAL. Signed: ROBERTO MARTINEZ FLORES/OWNER. This statement was filed with the County Clerk of Los Angeles County on 07/14/2023. Publish: Mountain Views-News Dates Pub: JULY 29, AUG 05, 12, 19, 2023 [232, 1648, 451, 1760]
notice-body: The following person(s) is (are) doing business as: GREEN RESIDENTIAL & COMMERCIAL SERVICES, 5215 DUNCAN WAY, SOUTHGATE, CA 90280. Full name of registrant(s) is (are) EDGAR LEONIDAS ZAVALA ESCOBA. This Business is conducted by: AN INDIVIDUAL. Signed: EDGAR LEONIDAS ZAVALA ESCOBA, OWNER. Publish: ES Mountain Views-News. Dates Pub: July 15,22,29 and Aug 5, 2023 [911, 935, 1130, 1024]
notice-heading: FICTITIOUS BUSINESS NAME STATEMENT FILE NO. 2023152765 [685, 969, 903, 991]
legal-notice [911, 1267, 1130, 1391]
notice-heading: FICTITIOUS BUSINESS NAME STATEMENT FILE NO. 2023154025 [685, 851, 903, 873]
notice-body: The following person(s) is (are) doing business as: CLASSIC BARBERSHOP, 6485 ATLANTIC AVE APT 6, LONG BEACH, CA 90805. Full name of registrant(s) is (are) MARIA G ROBLES VILLALOBOS, 6485 ATLANTIC AVE APT 6, LONG BEACH, CA 90805. This Business is conducted by: A GENERAL PARTNERSHIP. Signed: MARIA G ROBLES VILLALOBOS/GENERAL PARTNER. This statement was filed with the County Clerk of Los Angeles County on 07/14/2023. NOTICE: This Fictitious Name Statement expires five years from the date it was filed. Publish: Mountain Views-News Dates Pub: JULY 29, AUG 05, 12, 19, 2023 [232, 565, 451, 698]
notice-body: The following person(s) is (are) doing business as: DISTRIBUIDORA PALU, 1116 S HOBART BLVD, LOS ANGELES, CA 90006. Full name of registrant(s) is (are) JORGE HERNAN RAMIREZ SANCHEZ. Signed: JORGE HERNAN RAMIREZ SANCHEZ, OWNER. Publish: ES Mountain Views-News. Dates Pub: July 22,29 and Aug 5,12, 2023 [685, 1323, 903, 1401]
notice-body: Name Statement expires five years from the date it was filed in the office of the County Clerk. A new Fictitious Business Name Statement must be filed prior to that date. The filing of this statement does not of itself authorize the use in this state of a Fictitious Business Name in violation of the rights of another under Federal, State, or common law (See section 14411 et seq., Business and Professions Code). Publish: Mountain Views-News Dates Pub: JULY 15, 22, 29, AUG 05, 2023 [1138, 110, 1356, 210]
legal-notice [459, 509, 677, 655]
notice-heading: FICTITIOUS BUSINESS NAME STATEMENT FILE NO. 2023-154986 [232, 1474, 451, 1496]
notice-column [911, 110, 1130, 2548]
legal-notice [459, 357, 677, 503]
legal-notice [232, 110, 451, 222]
notice-column [685, 110, 903, 2548]
notice-body: The following person(s) is (are) doing business as: WABASH VAPE, 2620 WABASH AVE, LOS ANGELES, CA 90033. Full name of registrant(s) is (are) FRANCISCA GUTIERREZ LOPEZ. This Business is conducted by: AN INDIVIDUAL. Signed: FRANCISCA GUTIERREZ LOPEZ/OWNER. Publish: Mountain Views-News Dates Pub: JULY 29, AUG 05, 12, 19, 2023 [459, 1502, 677, 1581]
legal-notice [6, 296, 224, 453]
notice-body: The following person(s) is (are) doing business as: RAUL'S AUTO DETAIL & CARWASH, 4726 1/2 ELIZABETH ST, CUDAHY, CA 90201. Full name of registrant(s) is (are) RAUL RADDA VALENCIA. This Business is conducted by: AN INDIVIDUAL. Signed: RAUL RADDA VALENCIA. Publish: Mountain Views-News Dates Pub: JULY 15, 22, 29, AUG 05, 2023 [1138, 733, 1356, 812]
notice-heading: FICTITIOUS BUSINESS NAME STATEMENT FILE NO. 2023-151150 [232, 1626, 451, 1647]
